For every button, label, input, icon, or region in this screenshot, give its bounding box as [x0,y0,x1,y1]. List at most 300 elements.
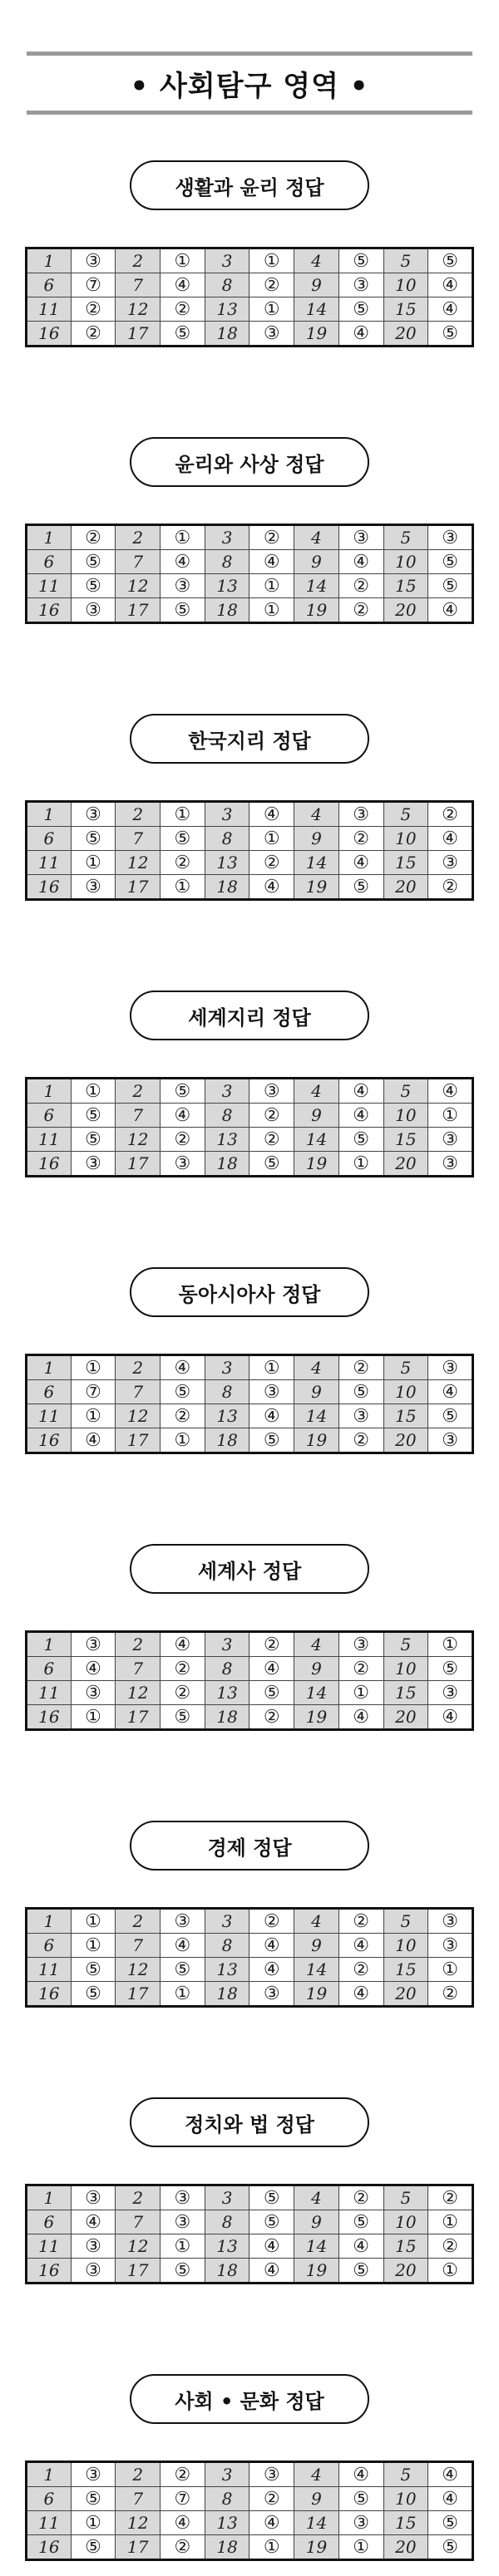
answer-cell: ④ [161,1355,205,1380]
answer-cell: ① [161,248,205,273]
section-title: 정치와 법 정답 [130,2097,369,2147]
answer-cell: ① [250,1355,294,1380]
question-number: 16 [27,2535,72,2560]
question-number: 15 [383,851,428,875]
question-number: 19 [294,1705,339,1730]
question-number: 4 [294,1909,339,1934]
answer-cell: ④ [250,1934,294,1958]
answer-cell: ⑤ [161,1380,205,1404]
question-number: 3 [205,1632,250,1657]
answer-cell: ③ [71,875,116,900]
question-number: 17 [116,1982,161,2007]
question-number: 19 [294,2259,339,2283]
answer-cell: ③ [71,2185,116,2210]
answer-table [25,2184,474,2284]
question-number: 9 [294,1934,339,1958]
answer-cell: ③ [71,802,116,827]
answer-cell: ③ [71,2462,116,2487]
question-number: 18 [205,1152,250,1177]
question-number: 5 [383,1909,428,1934]
answer-cell: ② [161,1657,205,1681]
answer-row [27,1705,473,1730]
answer-row [27,2185,473,2210]
question-number: 6 [27,2487,72,2511]
answer-row [27,2234,473,2259]
question-number: 3 [205,2462,250,2487]
question-number: 14 [294,1681,339,1705]
question-number: 7 [116,1104,161,1128]
question-number: 1 [27,1079,72,1104]
answer-row [27,2210,473,2234]
answer-cell: ② [338,1909,383,1934]
question-number: 13 [205,1958,250,1982]
answer-row [27,2535,473,2560]
answer-cell: ① [71,1079,116,1104]
answer-cell: ④ [428,273,473,297]
question-number: 15 [383,1404,428,1428]
question-number: 6 [27,827,72,851]
answer-cell: ⑤ [71,2535,116,2560]
question-number: 2 [116,2462,161,2487]
question-number: 16 [27,1428,72,1453]
answer-cell: ⑤ [71,827,116,851]
answer-cell: ① [71,1404,116,1428]
answer-cell: ⑤ [161,827,205,851]
answer-cell: ② [250,1128,294,1152]
answer-cell: ⑤ [161,1705,205,1730]
question-number: 15 [383,1681,428,1705]
answer-row [27,1128,473,1152]
answer-table [25,247,474,347]
answer-cell: ③ [338,802,383,827]
answer-cell: ③ [250,1982,294,2007]
question-number: 11 [27,2511,72,2535]
answer-row [27,550,473,574]
answer-cell: ① [250,2535,294,2560]
question-number: 19 [294,2535,339,2560]
question-number: 13 [205,1681,250,1705]
answer-cell: ② [250,851,294,875]
question-number: 7 [116,550,161,574]
question-number: 10 [383,273,428,297]
question-number: 10 [383,1657,428,1681]
answer-cell: ② [428,1982,473,2007]
answer-row [27,322,473,347]
question-number: 16 [27,2259,72,2283]
answer-row [27,1657,473,1681]
question-number: 9 [294,1657,339,1681]
answer-row [27,1079,473,1104]
question-number: 11 [27,297,72,322]
question-number: 18 [205,1982,250,2007]
answer-cell: ③ [250,322,294,347]
question-number: 8 [205,550,250,574]
question-number: 18 [205,322,250,347]
question-number: 15 [383,1128,428,1152]
question-number: 4 [294,2185,339,2210]
answer-table [25,1077,474,1177]
answer-cell: ② [161,297,205,322]
answer-cell: ② [338,1355,383,1380]
question-number: 1 [27,1632,72,1657]
question-number: 12 [116,1404,161,1428]
answer-cell: ④ [338,1934,383,1958]
answer-cell: ⑤ [428,2535,473,2560]
answer-cell: ① [428,2210,473,2234]
question-number: 17 [116,1152,161,1177]
question-number: 5 [383,2462,428,2487]
answer-cell: ③ [71,598,116,623]
page-title: • 사회탐구 영역 • [130,69,369,103]
question-number: 6 [27,1657,72,1681]
answer-cell: ① [71,1705,116,1730]
answer-row [27,1958,473,1982]
answer-cell: ⑤ [250,1681,294,1705]
answer-cell: ① [161,875,205,900]
question-number: 14 [294,2234,339,2259]
question-number: 4 [294,802,339,827]
answer-cell: ② [338,1657,383,1681]
answer-cell: ⑤ [428,248,473,273]
question-number: 8 [205,827,250,851]
question-number: 8 [205,273,250,297]
question-number: 11 [27,574,72,598]
answer-row [27,574,473,598]
answer-cell: ③ [428,1128,473,1152]
question-number: 2 [116,525,161,550]
answer-cell: ④ [338,1079,383,1104]
answer-cell: ④ [161,273,205,297]
question-number: 17 [116,2259,161,2283]
answer-cell: ② [250,1705,294,1730]
question-number: 16 [27,1705,72,1730]
answer-row [27,827,473,851]
answer-cell: ① [428,1632,473,1657]
answer-cell: ③ [71,1152,116,1177]
answer-cell: ⑤ [161,1958,205,1982]
question-number: 14 [294,1404,339,1428]
answer-cell: ⑤ [71,1104,116,1128]
answer-row [27,2462,473,2487]
question-number: 1 [27,525,72,550]
answer-cell: ⑤ [338,2259,383,2283]
question-number: 12 [116,851,161,875]
answer-cell: ④ [250,2511,294,2535]
answer-cell: ⑤ [428,2511,473,2535]
answer-cell: ② [161,1128,205,1152]
answer-cell: ③ [250,2462,294,2487]
answer-cell: ④ [250,1958,294,1982]
question-number: 18 [205,2535,250,2560]
answer-cell: ② [250,273,294,297]
answer-cell: ② [161,1404,205,1428]
question-number: 20 [383,1982,428,2007]
subject-area-banner [27,52,472,115]
question-number: 10 [383,1104,428,1128]
answer-cell: ⑤ [428,322,473,347]
question-number: 5 [383,802,428,827]
answer-cell: ④ [161,1934,205,1958]
answer-row [27,273,473,297]
question-number: 19 [294,598,339,623]
answer-cell: ③ [338,525,383,550]
answer-cell: ① [428,1104,473,1128]
answer-cell: ⑤ [338,2210,383,2234]
question-number: 15 [383,297,428,322]
answer-cell: ② [161,2535,205,2560]
answer-row [27,1632,473,1657]
question-number: 13 [205,297,250,322]
question-number: 13 [205,2511,250,2535]
answer-cell: ⑤ [338,1128,383,1152]
question-number: 3 [205,1079,250,1104]
answer-cell: ④ [161,550,205,574]
answer-cell: ③ [161,2210,205,2234]
answer-table [25,2460,474,2561]
question-number: 17 [116,2535,161,2560]
answer-cell: ⑤ [71,1982,116,2007]
question-number: 5 [383,1079,428,1104]
answer-cell: ④ [161,1104,205,1128]
question-number: 16 [27,1152,72,1177]
question-number: 10 [383,2210,428,2234]
question-number: 10 [383,827,428,851]
answer-table [25,1907,474,2008]
answer-row [27,598,473,623]
answer-cell: ⑤ [71,574,116,598]
answer-cell: ① [250,574,294,598]
section-title: 윤리와 사상 정답 [130,437,369,487]
question-number: 1 [27,1355,72,1380]
answer-cell: ④ [338,2462,383,2487]
question-number: 12 [116,574,161,598]
question-number: 7 [116,2487,161,2511]
answer-row [27,525,473,550]
answer-row [27,851,473,875]
question-number: 10 [383,1380,428,1404]
question-number: 1 [27,1909,72,1934]
question-number: 18 [205,875,250,900]
answer-cell: ⑤ [71,2487,116,2511]
question-number: 17 [116,1705,161,1730]
question-number: 20 [383,2535,428,2560]
question-number: 13 [205,574,250,598]
question-number: 10 [383,1934,428,1958]
answer-row [27,1355,473,1380]
question-number: 8 [205,2487,250,2511]
answer-cell: ⑤ [71,1128,116,1152]
question-number: 12 [116,2511,161,2535]
answer-cell: ⑤ [428,550,473,574]
answer-cell: ⑦ [161,2487,205,2511]
answer-cell: ⑤ [71,550,116,574]
answer-cell: ④ [250,875,294,900]
question-number: 18 [205,598,250,623]
question-number: 11 [27,1128,72,1152]
answer-cell: ④ [428,1079,473,1104]
answer-cell: ⑤ [71,1958,116,1982]
question-number: 8 [205,1657,250,1681]
question-number: 14 [294,1128,339,1152]
question-number: 19 [294,322,339,347]
answer-cell: ① [250,598,294,623]
answer-cell: ④ [428,2462,473,2487]
answer-cell: ① [428,2259,473,2283]
question-number: 15 [383,1958,428,1982]
answer-cell: ⑤ [250,2185,294,2210]
answer-cell: ③ [71,1632,116,1657]
question-number: 14 [294,1958,339,1982]
answer-cell: ② [250,2487,294,2511]
question-number: 3 [205,802,250,827]
answer-row [27,1909,473,1934]
answer-row [27,248,473,273]
question-number: 15 [383,2234,428,2259]
answer-cell: ② [250,1632,294,1657]
answer-row [27,802,473,827]
answer-row [27,2259,473,2283]
question-number: 16 [27,875,72,900]
question-number: 14 [294,2511,339,2535]
question-number: 4 [294,1079,339,1104]
question-number: 7 [116,1657,161,1681]
answer-table [25,800,474,901]
question-number: 9 [294,2210,339,2234]
answer-cell: ② [338,574,383,598]
question-number: 17 [116,322,161,347]
answer-cell: ⑤ [161,1079,205,1104]
answer-cell: ② [71,322,116,347]
answer-cell: ① [250,297,294,322]
answer-cell: ② [428,2185,473,2210]
answer-cell: ① [250,248,294,273]
question-number: 1 [27,2185,72,2210]
question-number: 15 [383,574,428,598]
question-number: 5 [383,2185,428,2210]
answer-row [27,1404,473,1428]
question-number: 2 [116,1355,161,1380]
question-number: 4 [294,2462,339,2487]
answer-cell: ③ [428,851,473,875]
question-number: 4 [294,525,339,550]
answer-row [27,1152,473,1177]
question-number: 19 [294,1152,339,1177]
answer-cell: ① [161,2234,205,2259]
answer-cell: ⑤ [338,875,383,900]
answer-cell: ⑤ [250,1152,294,1177]
answer-cell: ① [71,851,116,875]
question-number: 15 [383,2511,428,2535]
answer-cell: ④ [428,1705,473,1730]
answer-row [27,297,473,322]
question-number: 1 [27,2462,72,2487]
answer-cell: ⑤ [250,1428,294,1453]
answer-cell: ③ [161,2185,205,2210]
question-number: 7 [116,1380,161,1404]
answer-cell: ② [428,875,473,900]
answer-cell: ④ [338,2234,383,2259]
question-number: 12 [116,1958,161,1982]
question-number: 6 [27,1934,72,1958]
answer-cell: ① [71,1934,116,1958]
answer-cell: ③ [428,1934,473,1958]
question-number: 2 [116,1632,161,1657]
answer-cell: ② [71,297,116,322]
question-number: 14 [294,574,339,598]
question-number: 14 [294,297,339,322]
question-number: 11 [27,1404,72,1428]
question-number: 11 [27,1958,72,1982]
answer-cell: ③ [428,1355,473,1380]
question-number: 13 [205,2234,250,2259]
section-title: 동아시아사 정답 [130,1267,369,1317]
question-number: 9 [294,273,339,297]
answer-cell: ⑤ [338,297,383,322]
question-number: 18 [205,2259,250,2283]
answer-row [27,1934,473,1958]
answer-cell: ③ [428,1909,473,1934]
question-number: 11 [27,2234,72,2259]
answer-cell: ② [428,802,473,827]
question-number: 12 [116,1128,161,1152]
question-number: 6 [27,1380,72,1404]
answer-table [25,1354,474,1454]
answer-cell: ⑤ [428,574,473,598]
question-number: 2 [116,1909,161,1934]
question-number: 8 [205,1934,250,1958]
answer-cell: ② [71,525,116,550]
answer-cell: ③ [71,2234,116,2259]
answer-cell: ③ [428,1681,473,1705]
answer-cell: ① [71,1909,116,1934]
question-number: 16 [27,1982,72,2007]
answer-cell: ④ [428,297,473,322]
answer-cell: ④ [161,2511,205,2535]
section-title: 사회 • 문화 정답 [130,2374,369,2424]
question-number: 6 [27,273,72,297]
question-number: 4 [294,1355,339,1380]
question-number: 13 [205,851,250,875]
question-number: 14 [294,851,339,875]
question-number: 7 [116,2210,161,2234]
answer-cell: ④ [250,550,294,574]
answer-cell: ③ [250,1380,294,1404]
answer-row [27,1428,473,1453]
question-number: 20 [383,1152,428,1177]
question-number: 8 [205,1380,250,1404]
answer-cell: ② [338,827,383,851]
section-title: 한국지리 정답 [130,714,369,764]
question-number: 6 [27,1104,72,1128]
question-number: 7 [116,1934,161,1958]
answer-cell: ④ [71,2210,116,2234]
answer-cell: ⑤ [161,2259,205,2283]
question-number: 9 [294,550,339,574]
section-title: 생활과 윤리 정답 [130,160,369,210]
answer-cell: ③ [338,2511,383,2535]
answer-cell: ① [338,1152,383,1177]
answer-cell: ⑤ [161,598,205,623]
question-number: 20 [383,1428,428,1453]
answer-table [25,1630,474,1731]
question-number: 18 [205,1705,250,1730]
answer-cell: ④ [338,1982,383,2007]
answer-cell: ③ [161,574,205,598]
question-number: 17 [116,1428,161,1453]
answer-cell: ④ [338,1104,383,1128]
answer-cell: ③ [338,1404,383,1428]
answer-cell: ④ [428,827,473,851]
